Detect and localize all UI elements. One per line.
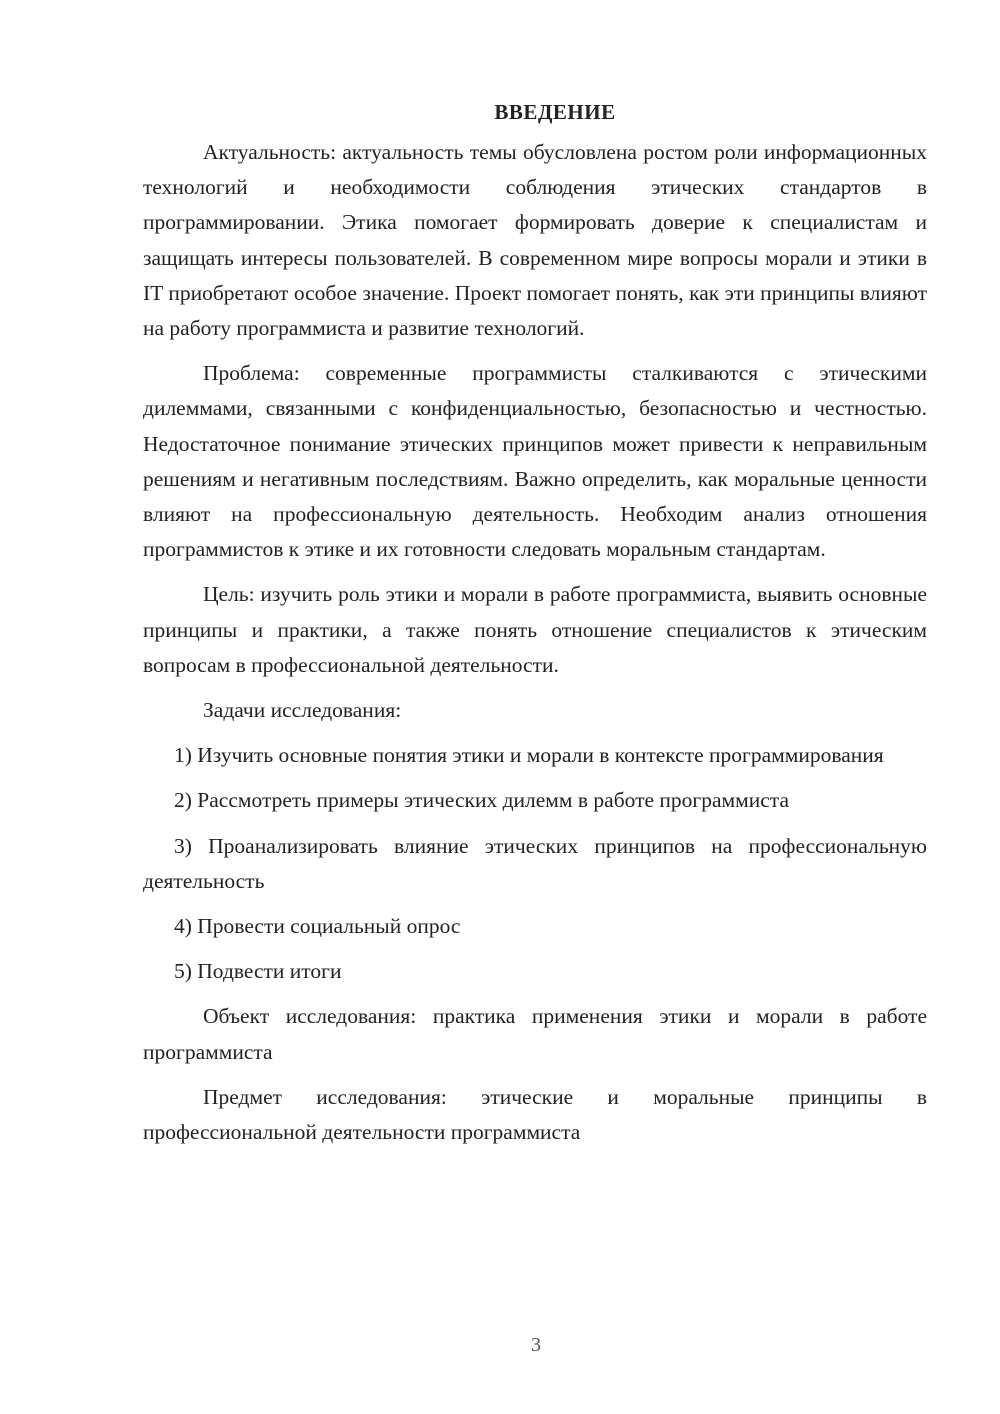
paragraph-subject: Предмет исследования: этические и моральные принципы в профессиональной деятельности программиста xyxy=(143,1084,927,1145)
task-item-3: 3) Проанализировать влияние этических принципов на профессиональную деятельность xyxy=(143,833,927,893)
task-item-1: 1) Изучить основные понятия этики и морали в контексте программирования xyxy=(174,743,884,768)
paragraph-goal: Цель: изучить роль этики и морали в работе программиста, выявить основные принципы и практики, а также понять отношение специалистов к этическим вопросам в профессиональной деятельности. xyxy=(143,582,927,677)
paragraph-problem: Проблема: современные программисты сталкиваются с этическими дилеммами, связанными с конфиденциальностью, безопасностью и честностью. Недостаточное понимание этических принципов может привести к неправильным решениям и негативным последствиям. Важно определить, как моральные ценности влияют на профессиональную деятельность. Необходим анализ отношения программистов к этике и их готовности следовать моральным стандартам. xyxy=(143,361,927,562)
paragraph-tasks-heading: Задачи исследования: xyxy=(203,698,402,723)
page-content xyxy=(143,96,927,1160)
page-number: 3 xyxy=(531,1334,541,1356)
paragraph-relevance: Актуальность: актуальность темы обусловлена ростом роли информационных технологий и необходимости соблюдения этических стандартов в программировании. Этика помогает формировать доверие к специалистам и защищать интересы пользователей. В современном мире вопросы морали и этики в IT приобретают особое значение. Проект помогает понять, как эти принципы влияют на работу программиста и развитие технологий. xyxy=(143,140,927,341)
task-item-4: 4) Провести социальный опрос xyxy=(174,914,461,939)
task-item-5: 5) Подвести итоги xyxy=(174,959,342,984)
paragraph-object: Объект исследования: практика применения этики и морали в работе программиста xyxy=(143,1004,927,1064)
task-item-2: 2) Рассмотреть примеры этических дилемм в работе программиста xyxy=(174,788,790,813)
section-title: ВВЕДЕНИЕ xyxy=(494,100,616,124)
